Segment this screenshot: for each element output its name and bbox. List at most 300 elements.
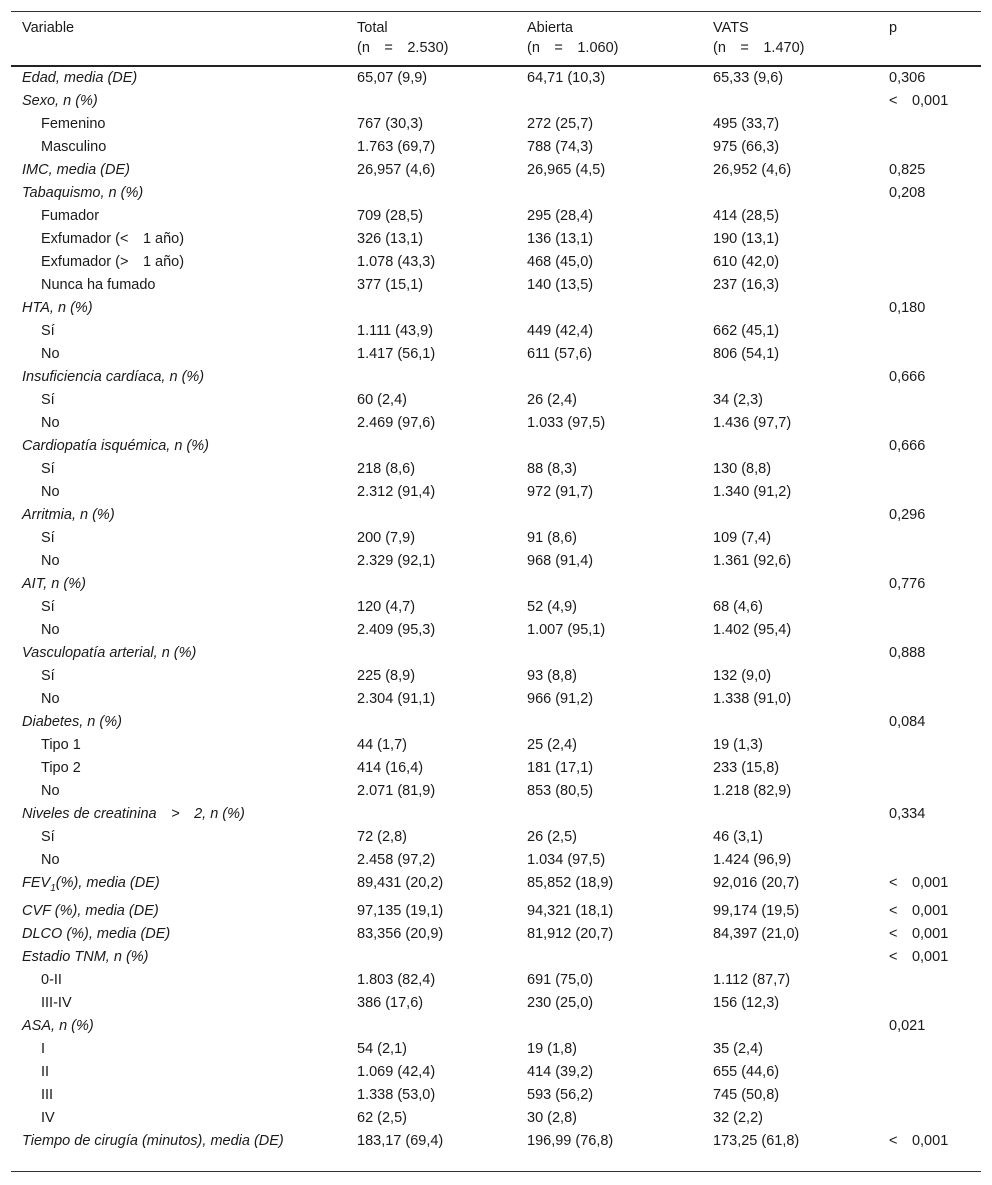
cell-p: < 0,001 <box>889 875 949 891</box>
cell-abierta: 968 (91,4) <box>527 553 594 569</box>
cell-total <box>357 946 527 969</box>
table-row <box>11 458 981 481</box>
row-variable-label: Estadio TNM, n (%) <box>22 948 149 965</box>
cell-vats: 806 (54,1) <box>713 346 780 362</box>
cell-p <box>889 1107 981 1130</box>
cell-p: < 0,001 <box>889 93 949 109</box>
cell-abierta: 593 (56,2) <box>527 1086 594 1103</box>
row-sublabel: III <box>41 1086 54 1103</box>
table-row <box>11 343 981 366</box>
cell-vats: 26,952 (4,6) <box>713 162 792 178</box>
table-row <box>11 849 981 872</box>
table-row <box>11 992 981 1015</box>
table-row <box>11 711 981 734</box>
row-variable-label: CVF (%), media (DE) <box>22 902 159 919</box>
cell-p: 0,084 <box>889 714 926 730</box>
cell-total: 54 (2,1) <box>357 1040 407 1057</box>
cell-abierta: 468 (45,0) <box>527 254 594 270</box>
table-row <box>11 642 981 665</box>
table-row <box>11 412 981 435</box>
cell-total: 26,957 (4,6) <box>357 162 436 178</box>
row-sublabel: Sí <box>41 829 55 845</box>
table-row <box>11 1038 981 1061</box>
cell-total: 1.803 (82,4) <box>357 971 436 988</box>
cell-p <box>889 757 981 780</box>
table-body <box>11 66 981 1171</box>
cell-vats <box>713 366 889 389</box>
cell-p <box>889 136 981 159</box>
cell-p: 0,180 <box>889 300 926 316</box>
cell-abierta <box>527 946 713 969</box>
cell-vats: 68 (4,6) <box>713 599 763 615</box>
table-row <box>11 435 981 458</box>
cell-total <box>357 366 527 389</box>
row-sublabel: 0-II <box>41 971 62 988</box>
table-row <box>11 182 981 205</box>
cell-p <box>889 205 981 228</box>
cell-p <box>889 780 981 803</box>
table-row <box>11 66 981 90</box>
cell-total: 377 (15,1) <box>357 277 424 293</box>
cell-total: 1.111 (43,9) <box>357 323 434 339</box>
cell-vats: 745 (50,8) <box>713 1086 780 1103</box>
cell-p <box>889 228 981 251</box>
table-row <box>11 757 981 780</box>
cell-abierta <box>527 297 713 320</box>
row-sublabel: II <box>41 1063 50 1080</box>
row-sublabel: III-IV <box>41 994 72 1011</box>
row-sublabel: No <box>41 622 60 638</box>
row-sublabel: No <box>41 691 60 707</box>
cell-vats: 35 (2,4) <box>713 1040 763 1057</box>
cell-total: 120 (4,7) <box>357 599 416 615</box>
row-sublabel: No <box>41 346 60 362</box>
cell-vats: 19 (1,3) <box>713 737 763 753</box>
cell-p: 0,334 <box>889 806 926 822</box>
cell-total <box>357 642 527 665</box>
cell-p <box>889 458 981 481</box>
cell-vats: 495 (33,7) <box>713 116 780 132</box>
row-variable-label: Arritmia, n (%) <box>22 507 115 523</box>
cell-vats: 610 (42,0) <box>713 254 780 270</box>
cell-vats: 414 (28,5) <box>713 208 780 224</box>
cell-p: 0,208 <box>889 185 926 201</box>
cell-vats: 1.338 (91,0) <box>713 691 792 707</box>
table-row <box>11 297 981 320</box>
cell-vats <box>713 90 889 113</box>
table-row <box>11 550 981 573</box>
cell-total: 1.078 (43,3) <box>357 254 436 270</box>
table-row <box>11 320 981 343</box>
table-row <box>11 1130 981 1172</box>
cell-p <box>889 826 981 849</box>
cell-p <box>889 274 981 297</box>
table-row <box>11 872 981 900</box>
cell-abierta <box>527 711 713 734</box>
cell-vats <box>713 642 889 665</box>
cell-abierta: 26 (2,4) <box>527 392 577 408</box>
cell-total: 326 (13,1) <box>357 231 424 247</box>
header-total-n: (n = 2.530) <box>357 40 449 56</box>
cell-vats: 109 (7,4) <box>713 530 772 546</box>
cell-p <box>889 596 981 619</box>
row-variable-label: Niveles de creatinina > 2, n (%) <box>22 806 245 822</box>
cell-total: 414 (16,4) <box>357 760 424 776</box>
cell-total <box>357 297 527 320</box>
cell-p: < 0,001 <box>889 925 949 942</box>
cell-p: 0,776 <box>889 576 926 592</box>
row-sublabel: Exfumador (< 1 año) <box>41 231 185 247</box>
cell-vats: 156 (12,3) <box>713 994 780 1011</box>
cell-vats <box>713 504 889 527</box>
row-sublabel: Sí <box>41 668 55 684</box>
cell-p <box>889 969 981 992</box>
cell-abierta <box>527 1015 713 1038</box>
cell-vats <box>713 297 889 320</box>
cell-total: 200 (7,9) <box>357 530 416 546</box>
cell-abierta: 691 (75,0) <box>527 971 594 988</box>
cell-p <box>889 481 981 504</box>
cell-p: 0,306 <box>889 70 926 86</box>
table-row <box>11 251 981 274</box>
table-row <box>11 946 981 969</box>
table-row <box>11 923 981 946</box>
cell-vats: 34 (2,3) <box>713 392 763 408</box>
header-vats-title: VATS <box>713 20 749 36</box>
table-row <box>11 113 981 136</box>
table-container <box>11 11 981 1172</box>
header-total <box>357 12 527 67</box>
row-variable-label: AIT, n (%) <box>22 576 86 592</box>
cell-p: 0,296 <box>889 507 926 523</box>
cell-abierta: 52 (4,9) <box>527 599 577 615</box>
cell-p: 0,666 <box>889 438 926 454</box>
cell-total: 1.417 (56,1) <box>357 346 436 362</box>
cell-vats: 233 (15,8) <box>713 760 780 776</box>
cell-abierta: 88 (8,3) <box>527 461 577 477</box>
table-row <box>11 136 981 159</box>
cell-total: 83,356 (20,9) <box>357 925 444 942</box>
table-row <box>11 90 981 113</box>
cell-total: 709 (28,5) <box>357 208 424 224</box>
cell-abierta: 1.034 (97,5) <box>527 852 606 868</box>
header-abierta-n: (n = 1.060) <box>527 40 619 56</box>
cell-total: 2.458 (97,2) <box>357 852 436 868</box>
cell-abierta: 181 (17,1) <box>527 760 594 776</box>
row-sublabel: Sí <box>41 461 55 477</box>
cell-p <box>889 1061 981 1084</box>
table-row <box>11 366 981 389</box>
row-sublabel: No <box>41 852 60 868</box>
cell-abierta: 19 (1,8) <box>527 1040 577 1057</box>
cell-total: 72 (2,8) <box>357 829 407 845</box>
cell-abierta: 972 (91,7) <box>527 484 594 500</box>
cell-total <box>357 573 527 596</box>
cell-vats: 99,174 (19,5) <box>713 902 800 919</box>
cell-abierta: 136 (13,1) <box>527 231 594 247</box>
cell-vats <box>713 573 889 596</box>
label-main: FEV <box>22 875 51 891</box>
table-row <box>11 1061 981 1084</box>
cell-total: 1.338 (53,0) <box>357 1086 436 1103</box>
cell-abierta <box>527 803 713 826</box>
row-sublabel: No <box>41 484 60 500</box>
table-row <box>11 688 981 711</box>
row-variable-label: DLCO (%), media (DE) <box>22 925 171 942</box>
table-row <box>11 504 981 527</box>
cell-abierta: 93 (8,8) <box>527 668 577 684</box>
cell-abierta: 64,71 (10,3) <box>527 70 606 86</box>
table-row <box>11 734 981 757</box>
cell-abierta: 91 (8,6) <box>527 530 577 546</box>
table-row <box>11 274 981 297</box>
cell-vats: 237 (16,3) <box>713 277 780 293</box>
cell-vats: 1.402 (95,4) <box>713 622 792 638</box>
cell-total <box>357 504 527 527</box>
cell-vats: 1.424 (96,9) <box>713 852 792 868</box>
table-row <box>11 619 981 642</box>
cell-p <box>889 734 981 757</box>
label-rest: (%), media (DE) <box>55 875 160 891</box>
cell-vats: 173,25 (61,8) <box>713 1132 800 1149</box>
cell-abierta <box>527 366 713 389</box>
cell-vats <box>713 803 889 826</box>
cell-total: 2.409 (95,3) <box>357 622 436 638</box>
cell-p: 0,021 <box>889 1017 926 1034</box>
cell-abierta: 140 (13,5) <box>527 277 594 293</box>
cell-total: 2.304 (91,1) <box>357 691 436 707</box>
cell-p: < 0,001 <box>889 1132 949 1149</box>
cell-p <box>889 527 981 550</box>
table-row <box>11 159 981 182</box>
label-subscript: 1 <box>50 882 56 894</box>
cell-p <box>889 320 981 343</box>
row-sublabel: Sí <box>41 599 55 615</box>
row-sublabel: Masculino <box>41 139 107 155</box>
cell-abierta: 94,321 (18,1) <box>527 902 614 919</box>
cell-vats: 32 (2,2) <box>713 1109 763 1126</box>
cell-total <box>357 182 527 205</box>
row-sublabel: I <box>41 1040 46 1057</box>
cell-vats: 65,33 (9,6) <box>713 70 784 86</box>
row-sublabel: Femenino <box>41 116 106 132</box>
cell-vats <box>713 435 889 458</box>
header-abierta-title: Abierta <box>527 20 573 36</box>
cell-p: 0,888 <box>889 645 926 661</box>
header-abierta <box>527 12 713 67</box>
cell-vats <box>713 1015 889 1038</box>
table-row <box>11 596 981 619</box>
cell-total: 386 (17,6) <box>357 994 424 1011</box>
cell-total: 1.069 (42,4) <box>357 1063 436 1080</box>
table-row <box>11 969 981 992</box>
cell-total <box>357 711 527 734</box>
cell-abierta: 26 (2,5) <box>527 829 577 845</box>
cell-vats: 84,397 (21,0) <box>713 925 800 942</box>
cell-vats <box>713 946 889 969</box>
row-sublabel: Sí <box>41 530 55 546</box>
row-variable-label: Diabetes, n (%) <box>22 714 122 730</box>
cell-abierta: 272 (25,7) <box>527 116 594 132</box>
cell-abierta: 853 (80,5) <box>527 783 594 799</box>
cell-abierta: 1.033 (97,5) <box>527 415 606 431</box>
cell-abierta: 414 (39,2) <box>527 1063 594 1080</box>
cell-vats: 190 (13,1) <box>713 231 780 247</box>
cell-total: 44 (1,7) <box>357 737 407 753</box>
cell-total <box>357 1015 527 1038</box>
cell-abierta: 85,852 (18,9) <box>527 875 614 891</box>
header-p: p <box>889 20 898 36</box>
cell-vats: 1.361 (92,6) <box>713 553 792 569</box>
row-variable-label: Tiempo de cirugía (minutos), media (DE) <box>22 1132 284 1149</box>
cell-abierta <box>527 435 713 458</box>
cell-total: 225 (8,9) <box>357 668 416 684</box>
cell-total: 2.071 (81,9) <box>357 783 436 799</box>
table-row <box>11 527 981 550</box>
cell-p <box>889 113 981 136</box>
table-row <box>11 900 981 923</box>
cell-p: < 0,001 <box>889 948 949 965</box>
cell-abierta <box>527 182 713 205</box>
table-row <box>11 205 981 228</box>
cell-p <box>889 1084 981 1107</box>
row-sublabel: Sí <box>41 392 55 408</box>
cell-total: 60 (2,4) <box>357 392 407 408</box>
cell-vats: 975 (66,3) <box>713 139 780 155</box>
row-variable-label: Edad, media (DE) <box>22 70 138 86</box>
cell-vats: 1.436 (97,7) <box>713 415 792 431</box>
table-row <box>11 1107 981 1130</box>
cell-p: 0,825 <box>889 162 926 178</box>
table-row <box>11 228 981 251</box>
cell-abierta: 1.007 (95,1) <box>527 622 606 638</box>
cell-p <box>889 619 981 642</box>
header-row <box>11 12 981 67</box>
cell-p <box>889 251 981 274</box>
header-vats-n: (n = 1.470) <box>713 40 805 56</box>
cell-abierta: 295 (28,4) <box>527 208 594 224</box>
cell-abierta: 611 (57,6) <box>527 346 593 362</box>
data-table <box>11 11 981 1172</box>
cell-total: 767 (30,3) <box>357 116 424 132</box>
cell-p <box>889 343 981 366</box>
row-variable-label: HTA, n (%) <box>22 300 93 316</box>
cell-abierta <box>527 573 713 596</box>
row-variable-label: Cardiopatía isquémica, n (%) <box>22 438 209 454</box>
table-row <box>11 803 981 826</box>
cell-vats: 1.218 (82,9) <box>713 783 792 799</box>
cell-total <box>357 90 527 113</box>
row-variable-label: Vasculopatía arterial, n (%) <box>22 645 197 661</box>
row-variable-label: IMC, media (DE) <box>22 162 130 178</box>
cell-abierta: 81,912 (20,7) <box>527 925 614 942</box>
cell-total: 183,17 (69,4) <box>357 1132 444 1149</box>
cell-p <box>889 665 981 688</box>
cell-p: 0,666 <box>889 369 926 385</box>
table-row <box>11 573 981 596</box>
cell-total: 65,07 (9,9) <box>357 70 428 86</box>
cell-abierta: 788 (74,3) <box>527 139 594 155</box>
cell-abierta <box>527 504 713 527</box>
cell-total <box>357 435 527 458</box>
cell-abierta <box>527 90 713 113</box>
cell-vats <box>713 182 889 205</box>
cell-p <box>889 849 981 872</box>
cell-abierta: 26,965 (4,5) <box>527 162 606 178</box>
cell-p <box>889 412 981 435</box>
cell-vats: 130 (8,8) <box>713 461 772 477</box>
row-variable-label <box>11 872 357 900</box>
cell-vats: 662 (45,1) <box>713 323 780 339</box>
cell-abierta <box>527 642 713 665</box>
table-row <box>11 1084 981 1107</box>
cell-vats: 46 (3,1) <box>713 829 763 845</box>
row-sublabel: Tipo 2 <box>41 760 81 776</box>
cell-abierta: 230 (25,0) <box>527 994 594 1011</box>
table-row <box>11 481 981 504</box>
cell-total: 2.469 (97,6) <box>357 415 436 431</box>
row-sublabel: Nunca ha fumado <box>41 277 156 293</box>
table-row <box>11 389 981 412</box>
table-row <box>11 826 981 849</box>
row-sublabel: Sí <box>41 323 55 339</box>
cell-p: < 0,001 <box>889 902 949 919</box>
row-sublabel: Exfumador (> 1 año) <box>41 254 185 270</box>
row-variable-label: Insuficiencia cardíaca, n (%) <box>22 369 205 385</box>
cell-total: 218 (8,6) <box>357 461 416 477</box>
cell-total: 1.763 (69,7) <box>357 139 436 155</box>
cell-total: 97,135 (19,1) <box>357 902 444 919</box>
header-vats <box>713 12 889 67</box>
cell-vats: 1.340 (91,2) <box>713 484 792 500</box>
cell-p <box>889 688 981 711</box>
table-row <box>11 665 981 688</box>
row-variable-label: ASA, n (%) <box>22 1017 94 1034</box>
cell-p <box>889 389 981 412</box>
row-sublabel: IV <box>41 1109 55 1126</box>
cell-abierta: 196,99 (76,8) <box>527 1132 614 1149</box>
cell-total <box>357 803 527 826</box>
cell-p <box>889 1038 981 1061</box>
row-variable-label: Sexo, n (%) <box>22 93 98 109</box>
table-row <box>11 1015 981 1038</box>
header-total-title: Total <box>357 20 388 36</box>
cell-abierta: 966 (91,2) <box>527 691 594 707</box>
cell-vats: 132 (9,0) <box>713 668 772 684</box>
cell-total: 2.312 (91,4) <box>357 484 436 500</box>
cell-vats: 1.112 (87,7) <box>713 971 791 988</box>
cell-total: 89,431 (20,2) <box>357 875 444 891</box>
cell-abierta: 449 (42,4) <box>527 323 594 339</box>
cell-vats: 655 (44,6) <box>713 1063 780 1080</box>
row-variable-label: Tabaquismo, n (%) <box>22 185 144 201</box>
cell-p <box>889 550 981 573</box>
row-sublabel: No <box>41 783 60 799</box>
row-sublabel: No <box>41 553 60 569</box>
cell-abierta: 25 (2,4) <box>527 737 577 753</box>
cell-total: 2.329 (92,1) <box>357 553 436 569</box>
cell-vats <box>713 711 889 734</box>
table-row <box>11 780 981 803</box>
row-sublabel: Fumador <box>41 208 100 224</box>
cell-total: 62 (2,5) <box>357 1109 407 1126</box>
header-variable: Variable <box>22 20 75 36</box>
cell-p <box>889 992 981 1015</box>
cell-abierta: 30 (2,8) <box>527 1109 577 1126</box>
cell-vats: 92,016 (20,7) <box>713 875 800 891</box>
row-sublabel: Tipo 1 <box>41 737 81 753</box>
row-sublabel: No <box>41 415 60 431</box>
